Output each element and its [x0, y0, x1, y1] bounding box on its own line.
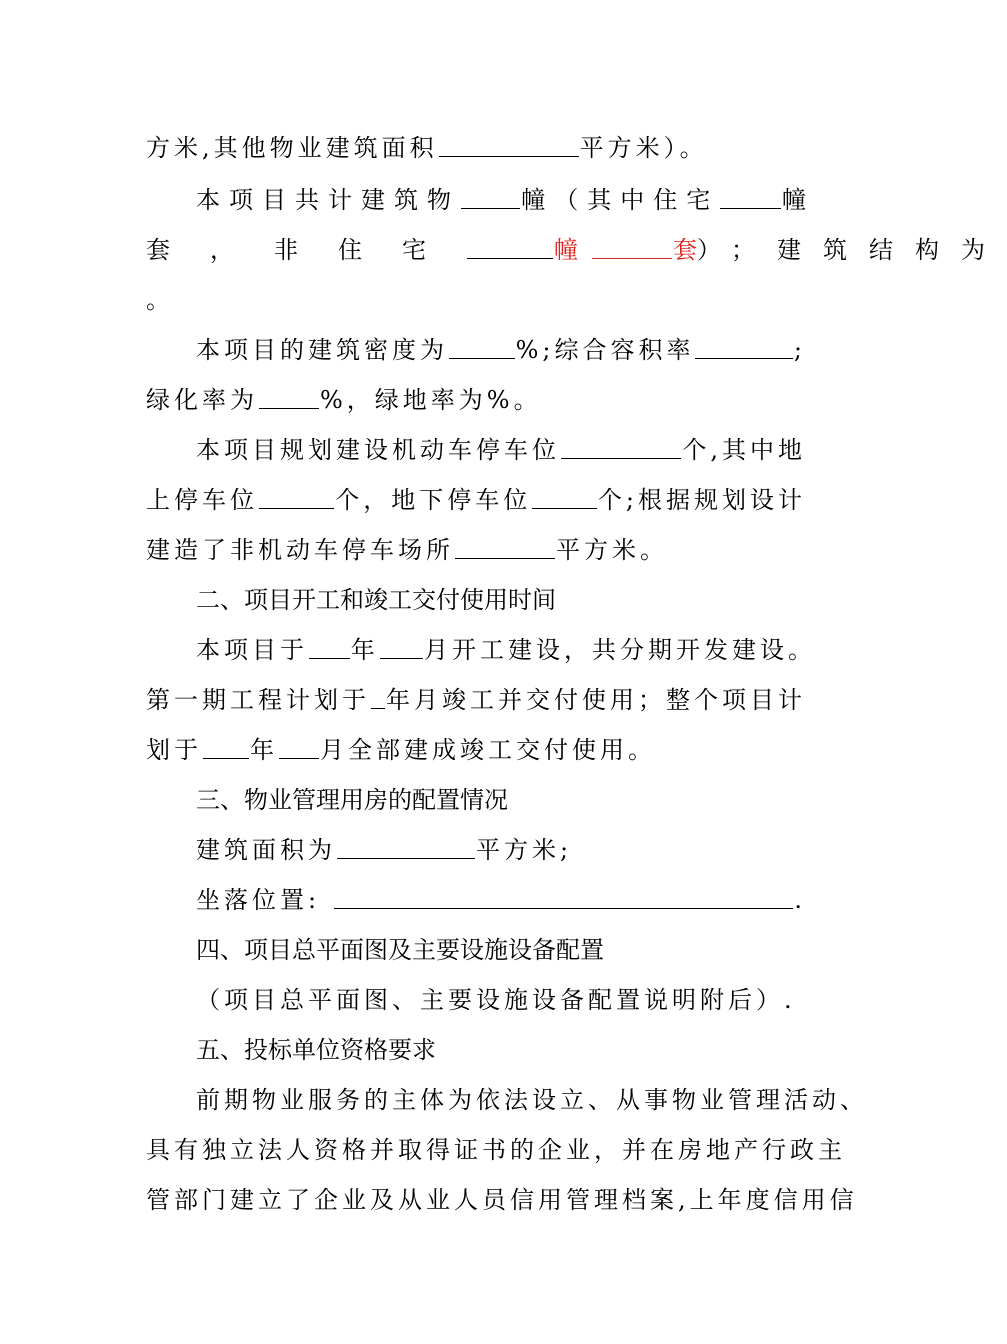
text-fragment: .	[794, 886, 806, 914]
highlighted-text: 套	[673, 236, 697, 264]
fill-blank	[334, 884, 793, 909]
text-line	[146, 730, 806, 770]
text-line	[146, 1180, 858, 1220]
text-line	[196, 430, 806, 470]
fill-blank	[561, 434, 681, 459]
text-fragment: 方米,其他物业建筑面积	[146, 134, 438, 162]
text-fragment: 月全部建成竣工交付使用。	[320, 736, 656, 764]
text-fragment: 年	[350, 636, 379, 664]
text-fragment: 划于	[146, 736, 202, 764]
text-line	[196, 880, 806, 920]
text-fragment: 前期物业服务的主体为依法设立、从事物业管理活动、	[196, 1086, 868, 1114]
text-fragment: 个;根据规划设计	[597, 486, 806, 514]
heading-text: 五、投标单位资格要求	[196, 1036, 436, 1064]
text-fragment: 管部门建立了企业及从业人员信用管理档案,上年度信用信	[146, 1186, 858, 1214]
text-fragment: 坐落位置:	[196, 886, 321, 914]
heading-text: 三、物业管理用房的配置情况	[196, 786, 508, 814]
text-fragment: 本项目的建筑密度为	[196, 336, 448, 364]
highlighted-group	[466, 230, 697, 270]
text-line	[146, 480, 806, 520]
fill-blank	[461, 184, 520, 209]
text-line	[196, 330, 806, 370]
text-fragment: 月开工建设，共分期开发建设。	[424, 636, 816, 664]
section-heading	[196, 580, 806, 620]
fill-blank	[279, 734, 319, 759]
text-line	[146, 128, 806, 168]
text-fragment: 第一期工程计划于	[146, 686, 370, 714]
text-fragment: 年月竣工并交付使用；整个项目计	[386, 686, 806, 714]
text-fragment: 平方米;	[476, 836, 573, 864]
text-fragment: 具有独立法人资格并取得证书的企业，并在房地产行政主	[146, 1136, 846, 1164]
text-fragment: %，绿地率为%。	[320, 386, 542, 414]
fill-blank	[380, 634, 423, 659]
text-fragment: 上停车位	[146, 486, 258, 514]
fill-blank	[371, 684, 385, 709]
text-line	[146, 280, 806, 320]
text-line	[146, 380, 806, 420]
text-fragment: 本项目于	[196, 636, 308, 664]
text-fragment: ）；建筑结构为	[697, 236, 1007, 264]
text-fragment: （项目总平面图、主要设施设备配置说明附后）.	[196, 986, 796, 1014]
section-heading	[196, 780, 806, 820]
text-fragment: 建造了非机动车停车场所	[146, 536, 454, 564]
highlighted-blank	[592, 234, 672, 259]
text-fragment: 。	[146, 286, 170, 314]
fill-blank	[455, 534, 555, 559]
text-line	[196, 180, 806, 220]
fill-blank	[695, 334, 792, 359]
text-line	[196, 980, 806, 1020]
text-fragment: 绿化率为	[146, 386, 258, 414]
text-fragment: 幢（其中住宅	[521, 186, 720, 214]
text-line	[146, 680, 806, 720]
text-line	[146, 1130, 846, 1170]
section-heading	[196, 1030, 806, 1070]
text-fragment: 个，地下停车位	[335, 486, 532, 514]
text-fragment: 本项目规划建设机动车停车位	[196, 436, 560, 464]
fill-blank	[449, 334, 515, 359]
fill-blank	[203, 734, 249, 759]
text-fragment: 本项目共计建筑物	[196, 186, 460, 214]
text-fragment: 幢	[782, 186, 806, 214]
heading-text: 二、项目开工和竣工交付使用时间	[196, 586, 556, 614]
text-fragment: 平方米）。	[579, 134, 708, 162]
text-fragment: ;	[793, 336, 806, 364]
fill-blank	[720, 184, 781, 209]
text-line	[146, 530, 806, 570]
fill-blank	[337, 834, 475, 859]
fill-blank	[439, 132, 579, 157]
highlighted-text: 幢	[554, 236, 578, 264]
text-line	[196, 1080, 868, 1120]
text-fragment: %;综合容积率	[515, 336, 695, 364]
text-fragment: 个,其中地	[682, 436, 806, 464]
text-fragment: 套，非住宅	[146, 236, 466, 264]
text-fragment: 建筑面积为	[196, 836, 336, 864]
section-heading	[196, 930, 806, 970]
fill-blank	[532, 484, 597, 509]
fill-blank	[259, 484, 334, 509]
text-fragment: 年	[250, 736, 278, 764]
fill-blank	[309, 634, 350, 659]
text-line	[196, 830, 806, 870]
heading-text: 四、项目总平面图及主要设施设备配置	[196, 936, 604, 964]
text-line	[196, 630, 816, 670]
fill-blank	[467, 234, 553, 259]
text-fragment: 平方米。	[556, 536, 668, 564]
fill-blank	[259, 384, 319, 409]
text-line	[146, 230, 1007, 270]
